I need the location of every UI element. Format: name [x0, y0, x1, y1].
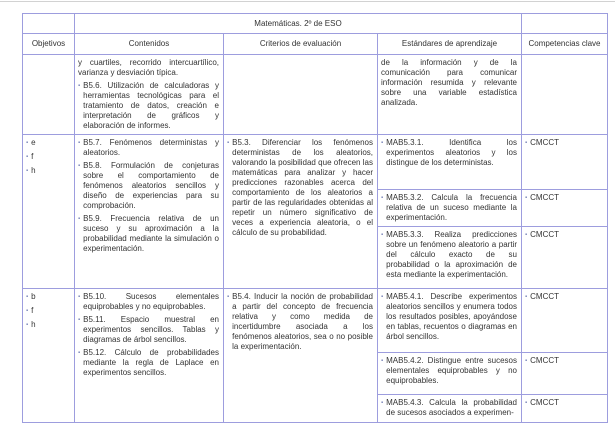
- title-spacer-right: [522, 14, 608, 33]
- objetivos-cell: [23, 135, 75, 288]
- bullet-icon: ▪: [381, 400, 384, 406]
- estandar-item-label: MAB5.4.3. Calcula la probabilidad de sucesos asociados a experimen-: [386, 398, 517, 417]
- header-competencias: Competencias clave: [522, 34, 608, 54]
- estandar-cell: [378, 353, 522, 394]
- estandar-item: [381, 292, 517, 342]
- table-row: [23, 289, 608, 423]
- objective-item-label: h: [31, 166, 36, 175]
- competencia-item-label: CMCCT: [530, 138, 560, 147]
- bullet-icon: ▪: [78, 83, 81, 89]
- bullet-icon: ▪: [381, 140, 384, 146]
- bullet-icon: ▪: [78, 317, 81, 323]
- standard-sub-row: [378, 55, 608, 134]
- bullet-icon: ▪: [227, 294, 230, 300]
- objective-item: [26, 138, 70, 148]
- estandar-cell: [378, 395, 522, 422]
- estandar-item-label: MAB5.3.2. Calcula la frecuencia relativa de un suceso mediante la experimentación.: [386, 193, 517, 222]
- criterion-item: [227, 292, 373, 352]
- content-item: [78, 315, 219, 345]
- estandar-item-label: MAB5.3.1. Identifica los experimentos aleatorios y los distingue de los deterministas.: [386, 138, 517, 167]
- bullet-icon: ▪: [26, 154, 29, 160]
- page-top-rule: [0, 1, 615, 2]
- competencia-item: [525, 356, 603, 366]
- competencia-item: [525, 193, 603, 203]
- bullet-icon: ▪: [227, 140, 230, 146]
- bullet-icon: ▪: [381, 358, 384, 364]
- criterios-cell: [224, 135, 378, 288]
- estandar-item: [381, 230, 517, 280]
- objective-item: [26, 306, 70, 316]
- estandar-item-label: MAB5.4.2. Distingue entre sucesos elementales equiprobables y no equiprobables.: [386, 356, 517, 385]
- estandar-cell: [378, 227, 522, 288]
- competencias-cell: [522, 135, 608, 189]
- content-item: [78, 348, 219, 378]
- bullet-icon: ▪: [525, 358, 528, 364]
- objective-item-label: f: [31, 152, 34, 161]
- estandar-item: [381, 356, 517, 386]
- bullet-icon: ▪: [26, 322, 29, 328]
- estandar-item-label: MAB5.3.3. Realiza predicciones sobre un fenómeno aleatorio a partir del cálculo exacto de su probabilidad o la aproximación de esta mediante la experimentación.: [386, 230, 517, 279]
- estandar-cell: [378, 135, 522, 189]
- estandar-cell: [378, 55, 522, 134]
- bullet-icon: ▪: [26, 294, 29, 300]
- column-header-row: [23, 34, 608, 55]
- contenidos-cell: [75, 289, 224, 422]
- contenidos-cell: [75, 135, 224, 288]
- criterion-item-label: B5.4. Inducir la noción de probabilidad a partir del concepto de frecuencia relativa y como medida de incertidumbre asociada a los fenómenos aleatorios, sea o no posible la experimentación.: [232, 292, 373, 351]
- title-spacer-left: [23, 14, 75, 33]
- estandar-item: [381, 398, 517, 418]
- criterios-cell: [224, 55, 378, 134]
- bullet-icon: ▪: [525, 140, 528, 146]
- standard-sub-row: [378, 227, 608, 288]
- estandares-competencias-section: [378, 55, 608, 134]
- bullet-icon: ▪: [381, 195, 384, 201]
- objective-item-label: e: [31, 138, 36, 147]
- objective-item: [26, 166, 70, 176]
- table-title-row: [23, 14, 608, 34]
- standard-sub-row: [378, 135, 608, 190]
- content-item-label: B5.12. Cálculo de probabilidades mediante la regla de Laplace en experimentos sencillos.: [83, 348, 219, 377]
- curriculum-table: [22, 13, 608, 423]
- objective-item: [26, 320, 70, 330]
- competencia-item: [525, 398, 603, 408]
- competencias-cell: [522, 353, 608, 394]
- header-criterios: Criterios de evaluación: [224, 34, 378, 54]
- bullet-icon: ▪: [78, 216, 81, 222]
- table-title: Matemáticas. 2º de ESO: [75, 14, 522, 33]
- content-item-label: B5.6. Utilización de calculadoras y herramientas tecnológicas para el tratamiento de datos, creación e interpretación de gráficos y elaboración de informes.: [83, 81, 219, 130]
- continuation-text: y cuartiles, recorrido intercuartílico, varianza y desviación típica.: [78, 58, 219, 77]
- objective-item-label: f: [31, 306, 34, 315]
- content-item-label: B5.9. Frecuencia relativa de un suceso y su aproximación a la probabilidad mediante la simulación o experimentación.: [83, 214, 219, 253]
- bullet-icon: ▪: [78, 163, 81, 169]
- competencia-item: [525, 230, 603, 240]
- standard-sub-row: [378, 190, 608, 227]
- objective-item: [26, 292, 70, 302]
- bullet-icon: ▪: [26, 140, 29, 146]
- bullet-icon: ▪: [26, 308, 29, 314]
- criterion-item: [227, 138, 373, 238]
- content-item-label: B5.11. Espacio muestral en experimentos sencillos. Tablas y diagramas de árbol sencillos.: [83, 315, 219, 344]
- continuation-text: de la información y de la comunicación para comunicar información resumida y relevante sobre una variable estadística analizada.: [381, 58, 517, 107]
- bullet-icon: ▪: [26, 168, 29, 174]
- objetivos-cell: [23, 289, 75, 422]
- estandar-cell: [378, 289, 522, 352]
- objective-item-label: h: [31, 320, 36, 329]
- table-body: [23, 55, 608, 423]
- estandares-competencias-section: [378, 135, 608, 288]
- bullet-icon: ▪: [525, 400, 528, 406]
- header-estandares: Estándares de aprendizaje: [378, 34, 522, 54]
- content-item-label: B5.8. Formulación de conjeturas sobre el comportamiento de fenómenos aleatorios sencillos y diseño de experiencias para su comprobación.: [83, 161, 219, 210]
- objetivos-cell: [23, 55, 75, 134]
- competencia-item-label: CMCCT: [530, 230, 560, 239]
- content-item-label: B5.10. Sucesos elementales equiprobables y no equiprobables.: [83, 292, 219, 311]
- estandar-cell: [378, 190, 522, 226]
- bullet-icon: ▪: [381, 232, 384, 238]
- estandar-item: [381, 193, 517, 223]
- criterios-cell: [224, 289, 378, 422]
- competencias-cell: [522, 190, 608, 226]
- estandares-competencias-section: [378, 289, 608, 422]
- header-objetivos: Objetivos: [23, 34, 75, 54]
- estandar-item-label: MAB5.4.1. Describe experimentos aleatorios sencillos y enumera todos los resultados posibles, apoyándose en tablas, recuentos o diagramas en árbol sencillos.: [386, 292, 517, 341]
- bullet-icon: ▪: [525, 195, 528, 201]
- competencias-cell: [522, 395, 608, 422]
- table-row: [23, 135, 608, 289]
- bullet-icon: ▪: [78, 140, 81, 146]
- competencias-cell: [522, 289, 608, 352]
- contenidos-cell: [75, 55, 224, 134]
- competencia-item-label: CMCCT: [530, 398, 560, 407]
- competencia-item-label: CMCCT: [530, 356, 560, 365]
- competencias-cell: [522, 55, 608, 134]
- competencia-item: [525, 138, 603, 148]
- objective-item-label: b: [31, 292, 36, 301]
- bullet-icon: ▪: [381, 294, 384, 300]
- standard-sub-row: [378, 353, 608, 395]
- content-item: [78, 214, 219, 254]
- content-item: [78, 81, 219, 131]
- header-contenidos: Contenidos: [75, 34, 224, 54]
- content-item: [78, 292, 219, 312]
- estandar-item: [381, 138, 517, 168]
- bullet-icon: ▪: [525, 232, 528, 238]
- competencias-cell: [522, 227, 608, 288]
- bullet-icon: ▪: [78, 294, 81, 300]
- standard-sub-row: [378, 289, 608, 353]
- competencia-item-label: CMCCT: [530, 292, 560, 301]
- competencia-item-label: CMCCT: [530, 193, 560, 202]
- bullet-icon: ▪: [525, 294, 528, 300]
- content-item: [78, 161, 219, 211]
- content-item: [78, 138, 219, 158]
- competencia-item: [525, 292, 603, 302]
- standard-sub-row: [378, 395, 608, 422]
- criterion-item-label: B5.3. Diferenciar los fenómenos deterministas de los aleatorios, valorando la posibilidad que ofrecen las matemáticas para analizar y hacer predicciones razonables acerca del comportamiento de los aleatorios a partir de las regularidades obtenidas al repetir un número significativo de veces a experiencia aleatoria, o el cálculo de su probabilidad.: [232, 138, 373, 237]
- content-item-label: B5.7. Fenómenos deterministas y aleatorios.: [83, 138, 219, 157]
- bullet-icon: ▪: [78, 350, 81, 356]
- objective-item: [26, 152, 70, 162]
- table-row: [23, 55, 608, 135]
